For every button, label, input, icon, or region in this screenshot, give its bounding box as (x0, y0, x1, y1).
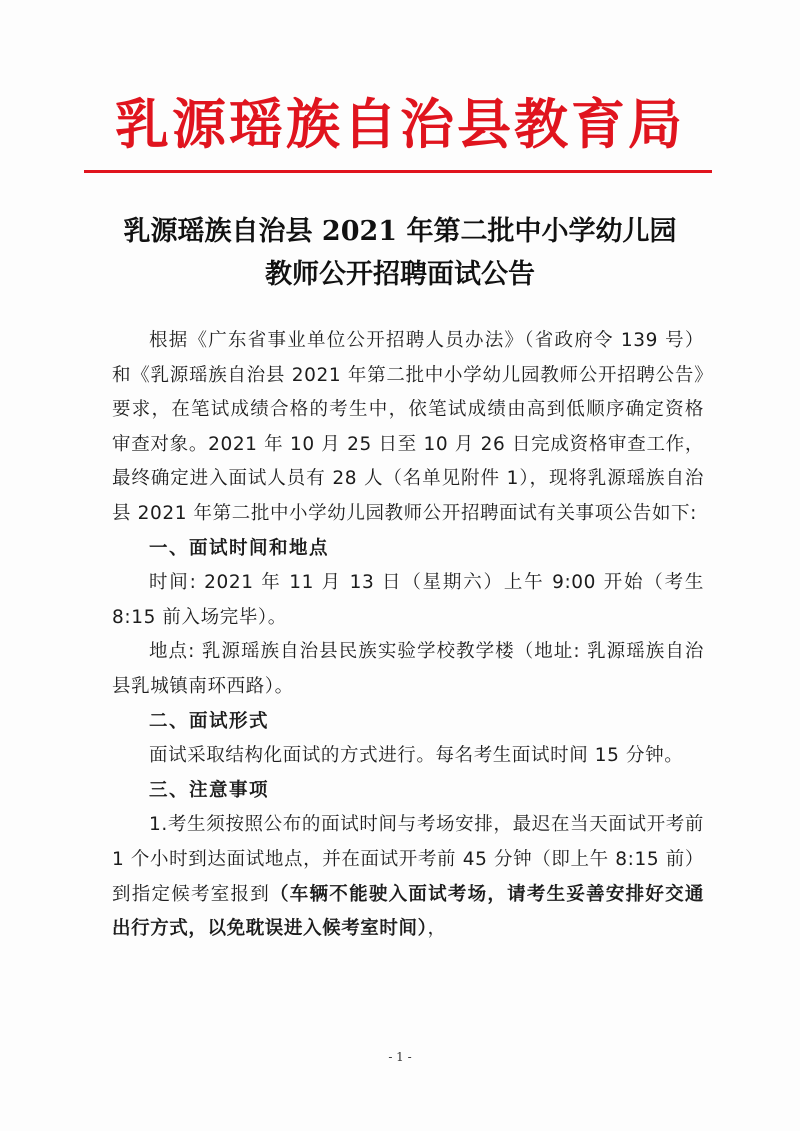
section-2-heading: 二、面试形式 (149, 710, 270, 732)
section-1-heading: 一、面试时间和地点 (149, 537, 330, 559)
notice-title-line-1: 乳源瑶族自治县 2021 年第二批中小学幼儿园 (123, 216, 677, 247)
page-number: - 1 - (388, 1050, 412, 1064)
notice-body (112, 324, 704, 947)
section-3-item-1-bold-note: （车辆不能驶入面试考场，请考生妥善安排好交通出行方式，以免耽误进入候考室时间） (112, 883, 704, 940)
section-3-item-1-end: ， (427, 918, 447, 940)
section-3-item-1-text: 1.考生须按照公布的面试时间与考场安排，最迟在当天面试开考前 1 个小时到达面试地点，并在面试开考前 45 分钟（即上午 8:15 前）到指定候考室报到 (112, 814, 704, 905)
section-1-time: 时间: 2021 年 11 月 13 日（星期六）上午 9:00 开始（考生 8:15 前入场完毕）。 (112, 572, 704, 628)
section-3-item-1 (112, 808, 704, 946)
intro-paragraph: 根据《广东省事业单位公开招聘人员办法》（省政府令 139 号）和《乳源瑶族自治县 2021 年第二批中小学幼儿园教师公开招聘公告》要求，在笔试成绩合格的考生中，依笔试成绩由高到低顺序确定资格审查对象。2021 年 10 月 25 日至 10 月 26 日完成资格审查工作，最终确定进入面试人员有 28 人（名单见附件 1），现将乳源瑶族自治县 2021 年第二批中小学幼儿园教师公开招聘面试有关事项公告如下: (112, 330, 704, 524)
section-2-text: 面试采取结构化面试的方式进行。每名考生面试时间 15 分钟。 (149, 745, 684, 767)
notice-title-line-2: 教师公开招聘面试公告 (265, 259, 535, 290)
letterhead-title: 乳源瑶族自治县教育局 (115, 92, 685, 156)
section-3-heading: 三、注意事项 (149, 779, 270, 801)
section-1-place: 地点: 乳源瑶族自治县民族实验学校教学楼（地址: 乳源瑶族自治县乳城镇南环西路）。 (112, 641, 704, 697)
letterhead-red-rule (84, 170, 712, 173)
